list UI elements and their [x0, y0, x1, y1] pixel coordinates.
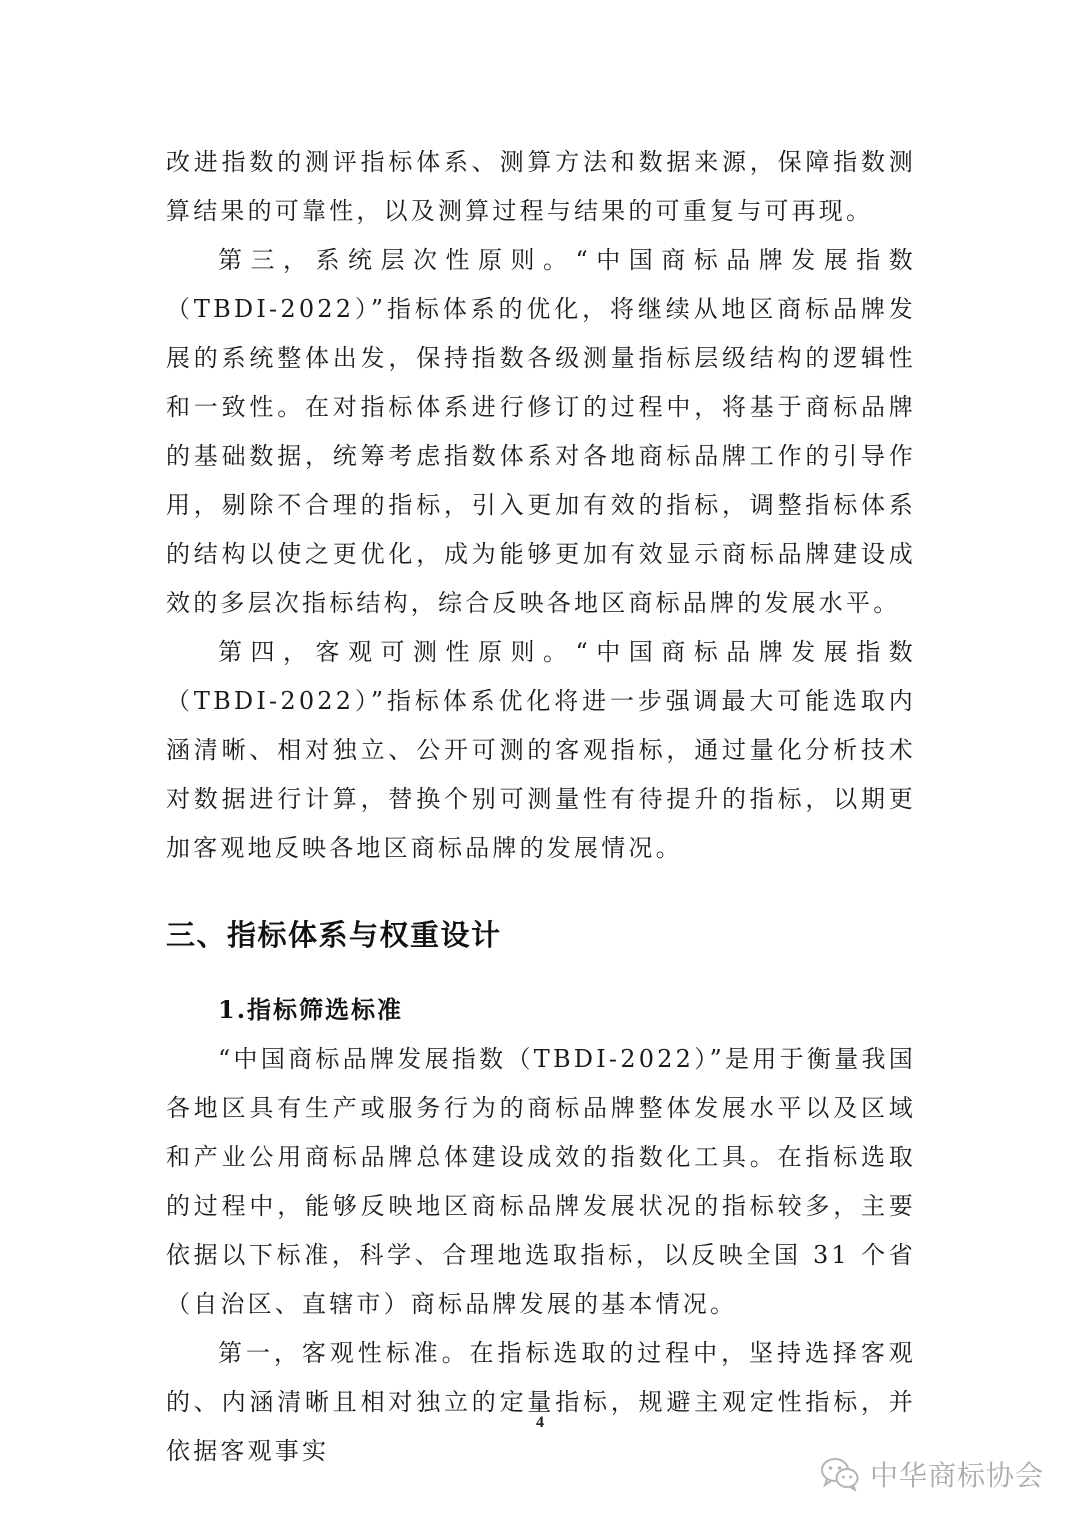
- section-title: 三、指标体系与权重设计: [166, 918, 502, 952]
- paragraph-objective-principle: 第四，客观可测性原则。“中国商标品牌发展指数（TBDI-2022）”指标体系优化将进一步强调最大可能选取内涵清晰、相对独立、公开可测的客观指标，通过量化分析技术对数据进行计算，替换个别可测量性有待提升的指标，以期更加客观地反映各地区商标品牌的发展情况。: [166, 638, 916, 862]
- watermark-text: 中华商标协会: [869, 1459, 1044, 1492]
- page-content: [166, 138, 916, 1476]
- page-number: 4: [536, 1414, 544, 1431]
- subsection-title: 1.指标筛选标准: [218, 995, 404, 1024]
- watermark: [820, 1454, 1044, 1494]
- wechat-icon: [820, 1457, 860, 1491]
- paragraph-continuation: 改进指数的测评指标体系、测算方法和数据来源，保障指数测算结果的可靠性，以及测算过程与结果的可重复与可再现。: [166, 148, 916, 225]
- paragraph-index-definition: “中国商标品牌发展指数（TBDI-2022）”是用于衡量我国各地区具有生产或服务行为的商标品牌整体发展水平以及区域和产业公用商标品牌总体建设成效的指数化工具。在指标选取的过程中，能够反映地区商标品牌发展状况的指标较多，主要依据以下标准，科学、合理地选取指标，以反映全国 31 个省（自治区、直辖市）商标品牌发展的基本情况。: [166, 1045, 916, 1318]
- paragraph-systematic-principle: 第三，系统层次性原则。“中国商标品牌发展指数（TBDI-2022）”指标体系的优化，将继续从地区商标品牌发展的系统整体出发，保持指数各级测量指标层级结构的逻辑性和一致性。在对指标体系进行修订的过程中，将基于商标品牌的基础数据，统筹考虑指数体系对各地商标品牌工作的引导作用，剔除不合理的指标，引入更加有效的指标，调整指标体系的结构以使之更优化，成为能够更加有效显示商标品牌建设成效的多层次指标结构，综合反映各地区商标品牌的发展水平。: [166, 246, 916, 617]
- paragraph-objectivity-standard: 第一，客观性标准。在指标选取的过程中，坚持选择客观的、内涵清晰且相对独立的定量指标，规避主观定性指标，并依据客观事实: [166, 1339, 916, 1465]
